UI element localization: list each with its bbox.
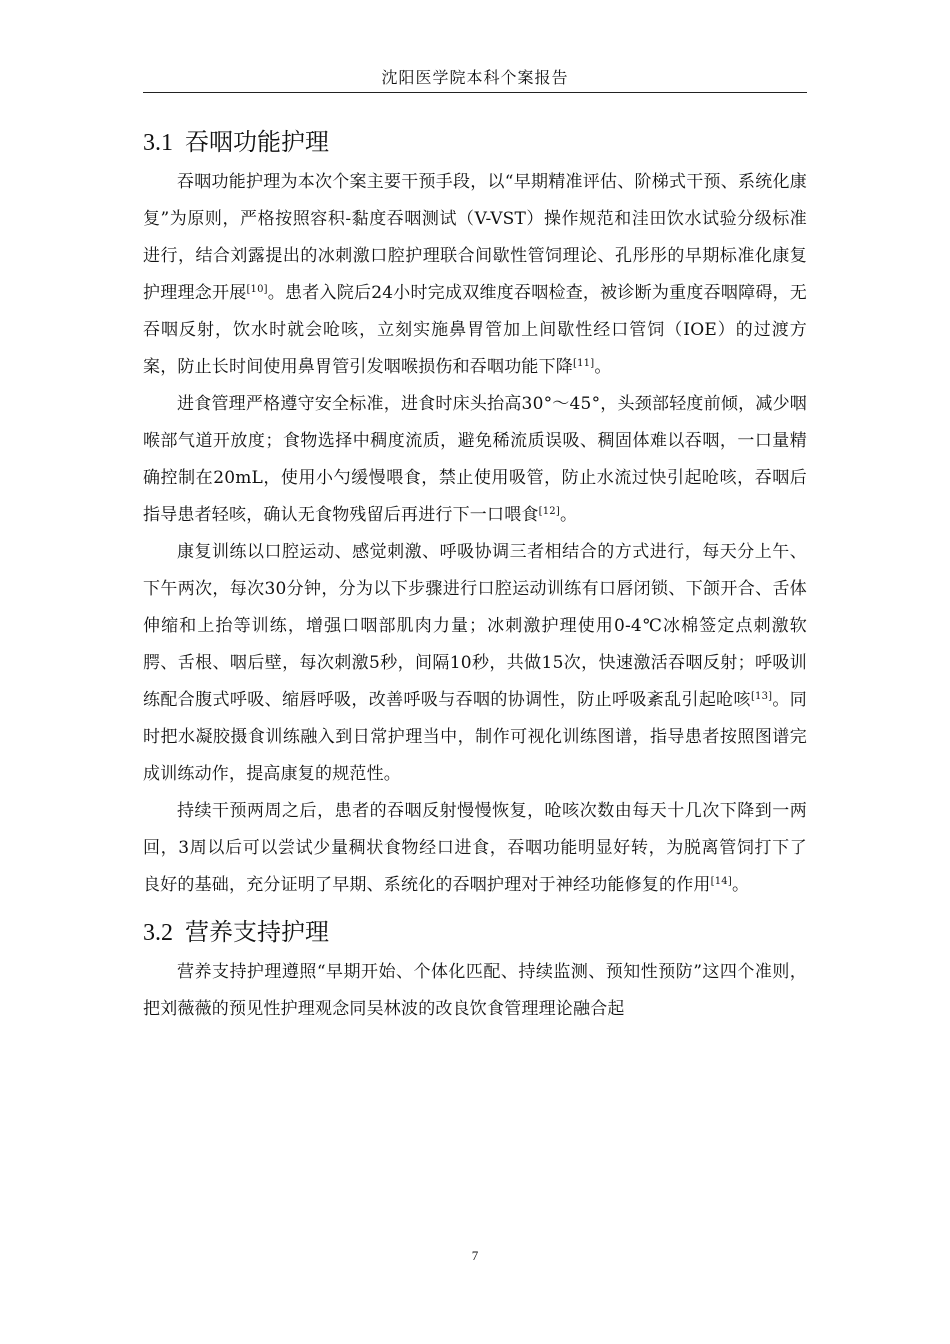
paragraph <box>143 534 807 793</box>
document-body <box>143 120 807 1028</box>
paragraph-text: 。 <box>731 875 750 895</box>
page-number: 7 <box>471 1248 479 1263</box>
citation: [12] <box>538 506 560 517</box>
paragraph-text: 持续干预两周之后，患者的吞咽反射慢慢恢复，呛咳次数由每天十几次下降到一两回，3周以后可以尝试少量稠状食物经口进食，吞咽功能明显好转，为脱离管饲打下了良好的基础，充分证明了早期、系统化的吞咽护理对于神经功能修复的作用 <box>143 801 807 895</box>
citation: [10] <box>246 284 268 295</box>
paragraph-text: 。同时把水凝胶摄食训练融入到日常护理当中，制作可视化训练图谱，指导患者按照图谱完成训练动作，提高康复的规范性。 <box>143 690 808 784</box>
section-number: 3.1 <box>143 130 173 156</box>
header-rule <box>143 92 807 93</box>
paragraph <box>143 386 807 534</box>
section-heading-3-2 <box>143 910 807 954</box>
paragraph-text: 康复训练以口腔运动、感觉刺激、呼吸协调三者相结合的方式进行，每天分上午、下午两次，每次30分钟，分为以下步骤进行口腔运动训练有口唇闭锁、下颌开合、舌体伸缩和上抬等训练，增强口咽部肌肉力量；冰刺激护理使用0-4℃冰棉签定点刺激软腭、舌根、咽后壁，每次刺激5秒，间隔10秒，共做15次，快速激活吞咽反射；呼吸训练配合腹式呼吸、缩唇呼吸，改善呼吸与吞咽的协调性，防止呼吸紊乱引起呛咳 <box>143 542 807 710</box>
section-title: 营养支持护理 <box>185 918 329 946</box>
paragraph-text: 。 <box>559 505 578 525</box>
paragraph-text: 营养支持护理遵照“早期开始、个体化匹配、持续监测、预知性预防”这四个准则，把刘薇薇的预见性护理观念同吴林波的改良饮食管理理论融合起 <box>143 962 807 1019</box>
paragraph <box>143 793 807 904</box>
section-title: 吞咽功能护理 <box>185 128 329 156</box>
citation: [14] <box>710 876 732 887</box>
section-heading-3-1 <box>143 120 807 164</box>
paragraph-text: 。患者入院后24小时完成双维度吞咽检查，被诊断为重度吞咽障碍，无吞咽反射，饮水时就会呛咳，立刻实施鼻胃管加上间歇性经口管饲（IOE）的过渡方案，防止长时间使用鼻胃管引发咽喉损伤和吞咽功能下降 <box>143 283 808 377</box>
paragraph <box>143 164 807 386</box>
paragraph-text: 吞咽功能护理为本次个案主要干预手段，以“早期精准评估、阶梯式干预、系统化康复”为原则，严格按照容积-黏度吞咽测试（V-VST）操作规范和洼田饮水试验分级标准进行，结合刘露提出的冰刺激口腔护理联合间歇性管饲理论、孔彤彤的早期标准化康复护理理念开展 <box>143 172 807 303</box>
citation: [13] <box>750 691 773 702</box>
section-number: 3.2 <box>143 920 173 946</box>
paragraph-text: 。 <box>594 357 612 377</box>
paragraph-text: 进食管理严格遵守安全标准，进食时床头抬高30°～45°，头颈部轻度前倾，减少咽喉部气道开放度；食物选择中稠度流质，避免稀流质误吸、稠固体难以吞咽，一口量精确控制在20mL，使用小勺缓慢喂食，禁止使用吸管，防止水流过快引起呛咳，吞咽后指导患者轻咳，确认无食物残留后再进行下一口喂食 <box>143 394 807 525</box>
paragraph <box>143 954 807 1028</box>
running-header: 沈阳医学院本科个案报告 <box>381 68 569 87</box>
citation: [11] <box>573 358 595 369</box>
